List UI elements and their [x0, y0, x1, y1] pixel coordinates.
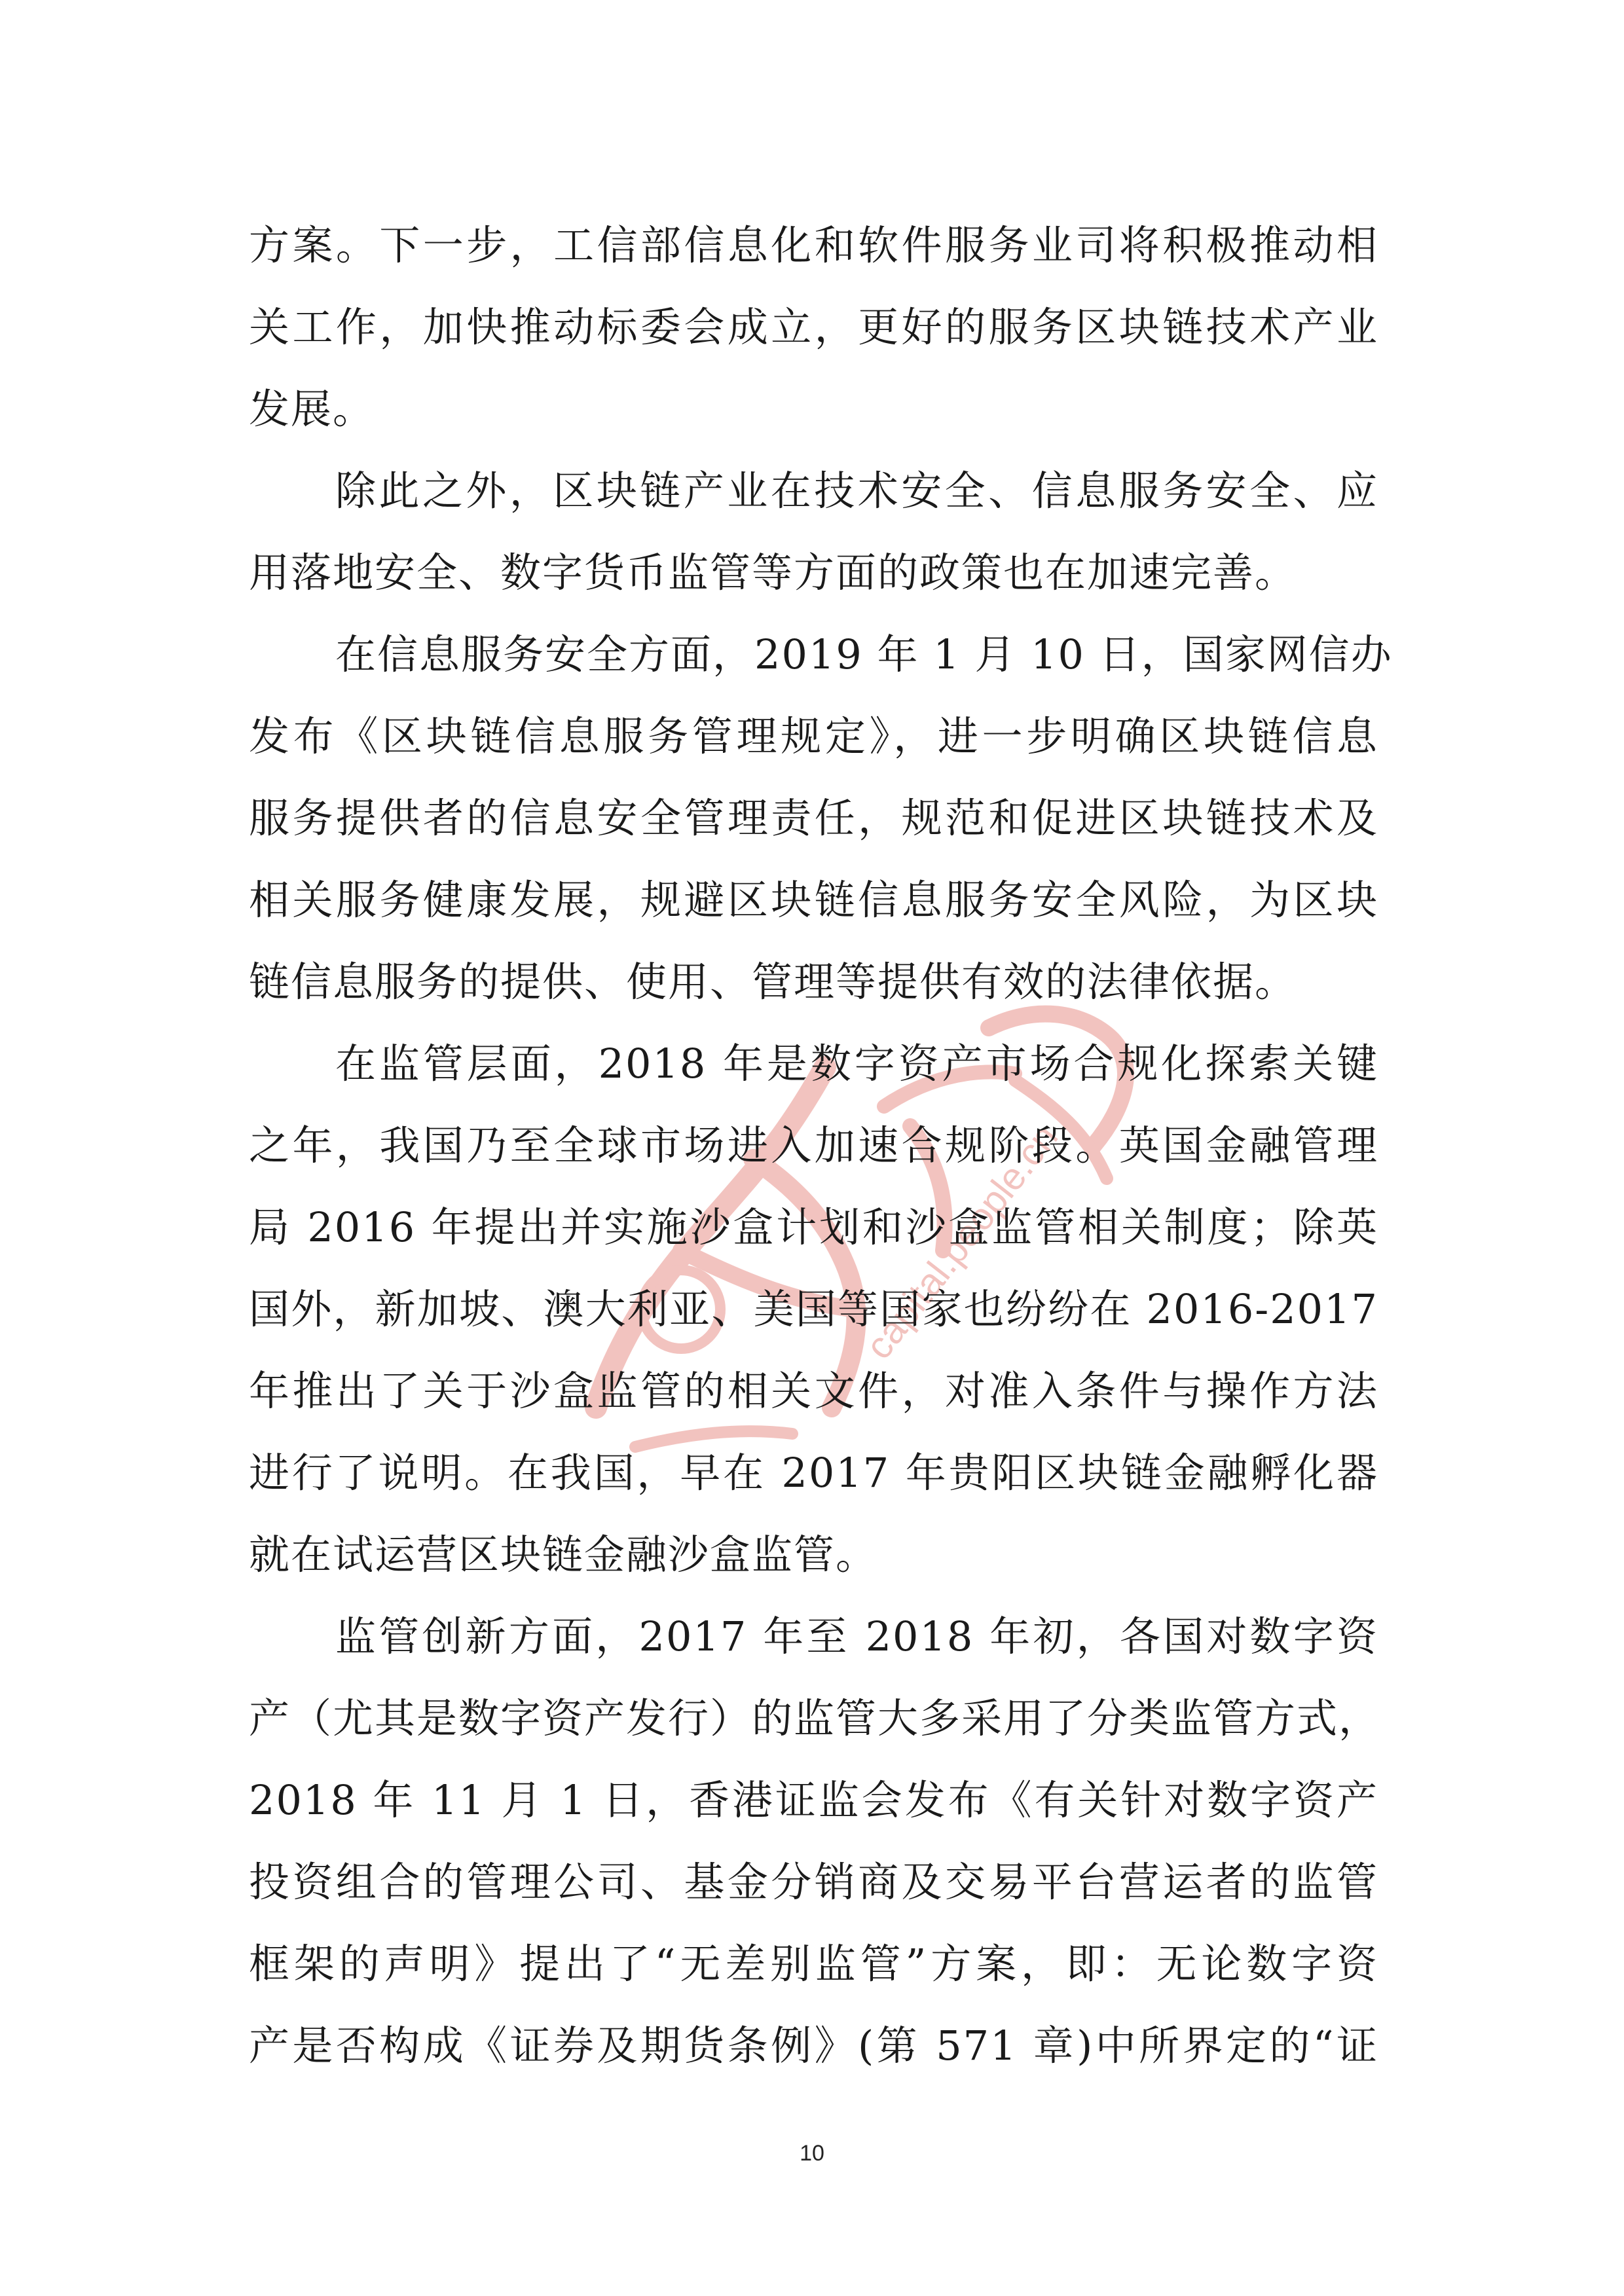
watermark-url: capital.people.cn — [857, 1116, 1067, 1368]
text-line: 产是否构成《证券及期货条例》(第 571 章)中所界定的“证 — [249, 2022, 1378, 2069]
text-line: 国外，新加坡、澳大利亚、美国等国家也纷纷在 2016-2017 — [249, 1285, 1378, 1333]
text-line: 相关服务健康发展，规避区块链信息服务安全风险，为区块 — [249, 876, 1378, 924]
paragraph-first-line: 监管创新方面，2017 年至 2018 年初，各国对数字资 — [335, 1613, 1378, 1660]
paragraph-first-line: 在信息服务安全方面，2019 年 1 月 10 日，国家网信办 — [335, 630, 1393, 678]
text-line: 年推出了关于沙盒监管的相关文件，对准入条件与操作方法 — [249, 1367, 1378, 1415]
text-line: 投资组合的管理公司、基金分销商及交易平台营运者的监管 — [249, 1858, 1378, 1906]
paragraph-first-line: 除此之外，区块链产业在技术安全、信息服务安全、应 — [335, 467, 1378, 515]
text-line: 局 2016 年提出并实施沙盒计划和沙盒监管相关制度；除英 — [249, 1203, 1378, 1251]
text-line: 服务提供者的信息安全管理责任，规范和促进区块链技术及 — [249, 794, 1378, 842]
text-line: 2018 年 11 月 1 日，香港证监会发布《有关针对数字资产 — [249, 1776, 1378, 1824]
text-line: 发布《区块链信息服务管理规定》，进一步明确区块链信息 — [249, 712, 1378, 760]
paragraph-first-line: 在监管层面，2018 年是数字资产市场合规化探索关键 — [335, 1040, 1378, 1087]
text-line: 方案。下一步，工信部信息化和软件服务业司将积极推动相 — [249, 221, 1378, 269]
page-number: 10 — [800, 2141, 824, 2166]
text-line: 就在试运营区块链金融沙盒监管。 — [249, 1531, 878, 1578]
text-line: 框架的声明》提出了“无差别监管”方案，即：无论数字资 — [249, 1940, 1378, 1988]
text-line: 链信息服务的提供、使用、管理等提供有效的法律依据。 — [249, 958, 1297, 1006]
text-line: 发展。 — [249, 385, 375, 433]
text-line: 用落地安全、数字货币监管等方面的政策也在加速完善。 — [249, 549, 1297, 596]
text-line: 产（尤其是数字资产发行）的监管大多采用了分类监管方式， — [249, 1694, 1381, 1742]
text-line: 进行了说明。在我国，早在 2017 年贵阳区块链金融孵化器 — [249, 1449, 1378, 1497]
text-line: 关工作，加快推动标委会成立，更好的服务区块链技术产业 — [249, 303, 1378, 351]
text-line: 之年，我国乃至全球市场进入加速合规阶段。英国金融管理 — [249, 1121, 1378, 1169]
